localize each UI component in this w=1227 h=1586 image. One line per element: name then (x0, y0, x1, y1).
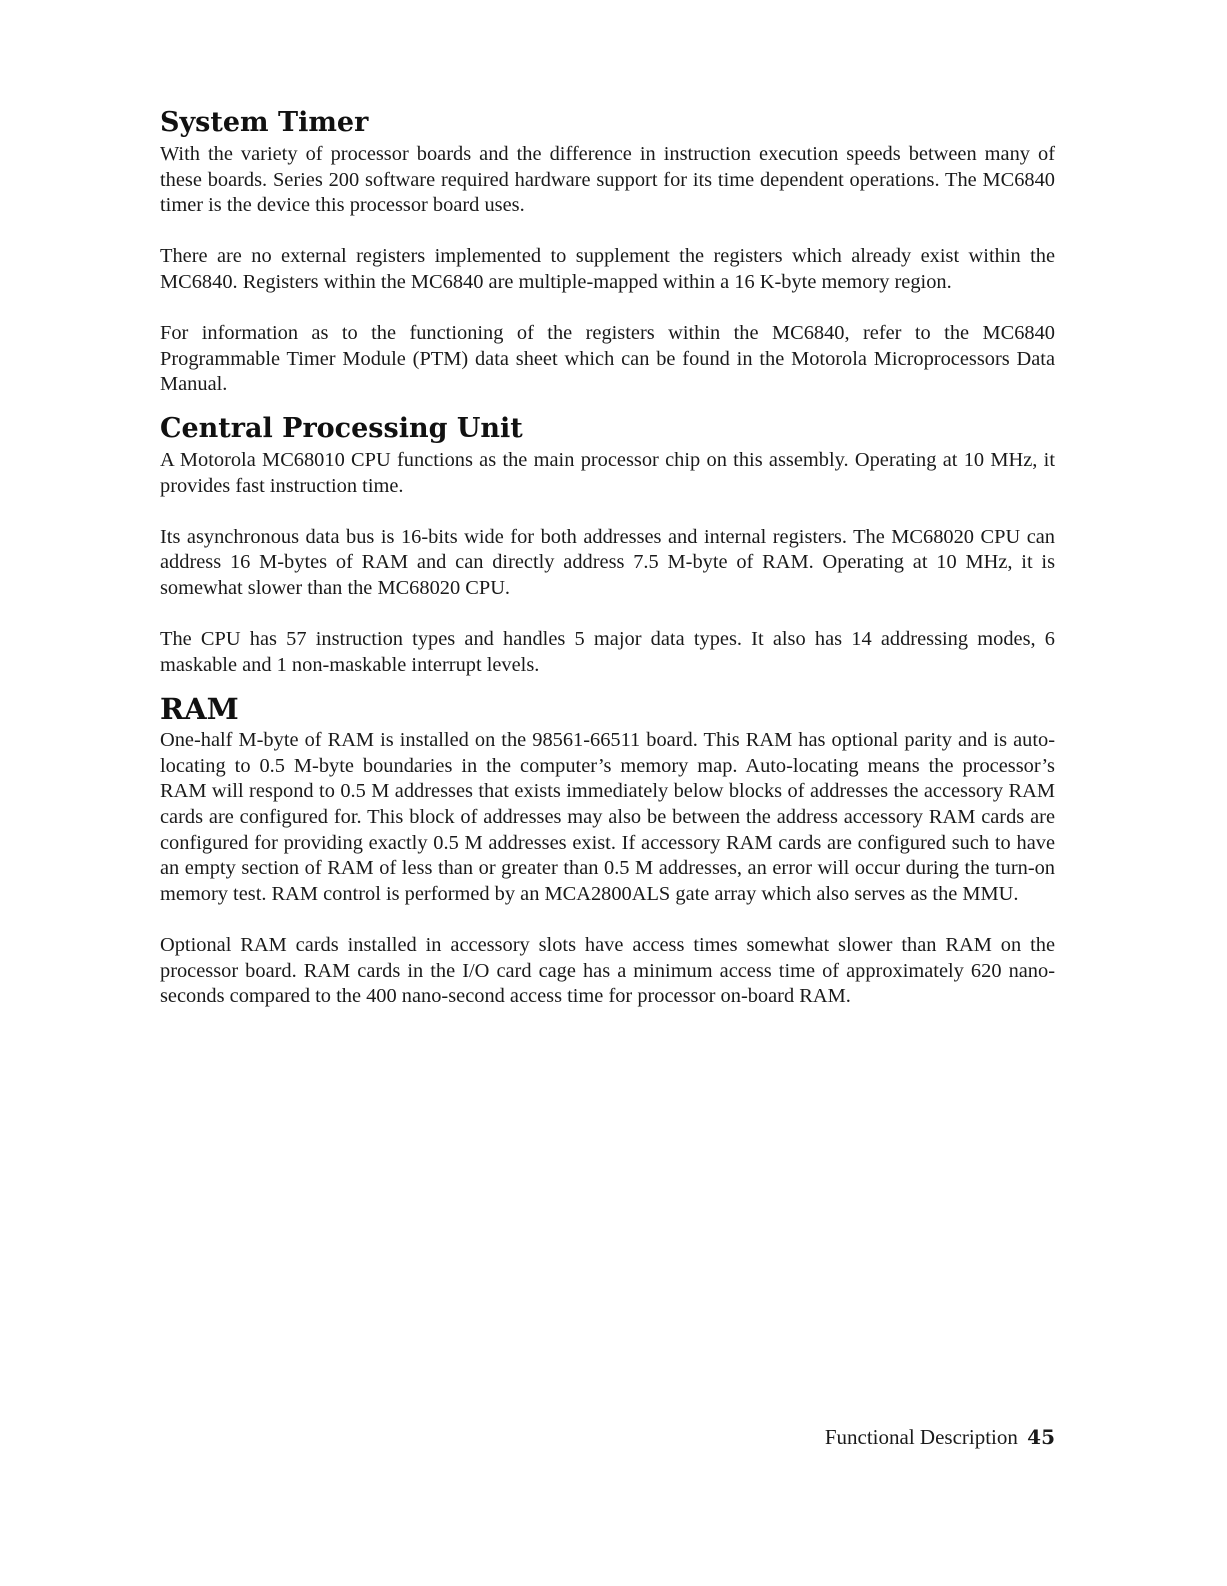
section-heading: RAM (160, 692, 239, 727)
page-number: 45 (1027, 1425, 1055, 1449)
document-page (160, 106, 1055, 1024)
paragraph: The CPU has 57 instruction types and handles 5 major data types. It also has 14 addressing modes, 6 maskable and 1 non-maskable interrupt levels. (160, 628, 1055, 676)
section-system-timer (160, 106, 1055, 398)
section-heading: Central Processing Unit (160, 412, 523, 444)
paragraph: One-half M-byte of RAM is installed on the 98561-66511 board. This RAM has optional parity and is auto-locating to 0.5 M-byte boundaries in the computer’s memory map. Auto-locating means the processor’s RAM will respond to 0.5 M addresses that exists immediately below blocks of addresses the accessory RAM cards are configured for. This block of addresses may also be between the address accessory RAM cards are configured for providing exactly 0.5 M addresses exist. If accessory RAM cards are configured such to have an empty section of RAM of less than or greater than 0.5 M addresses, an error will occur during the turn-on memory test. RAM control is performed by an MCA2800ALS gate array which also serves as the MMU. (160, 729, 1055, 905)
paragraph: A Motorola MC68010 CPU functions as the main processor chip on this assembly. Operating at 10 MHz, it provides fast instruction time. (160, 448, 1055, 497)
section-heading: System Timer (160, 107, 369, 138)
paragraph: With the variety of processor boards and the difference in instruction execution speeds between many of these boards. Series 200 software required hardware support for its time dependent operations. The MC6840 timer is the device this processor board uses. (160, 143, 1055, 217)
footer-title: Functional Description (824, 1425, 1018, 1449)
section-central-processing-unit (160, 412, 1055, 678)
paragraph: Its asynchronous data bus is 16-bits wide for both addresses and internal registers. The MC68020 CPU can address 16 M-bytes of RAM and can directly address 7.5 M-byte of RAM. Operating at 10 MHz, it is somewhat slower than the MC68020 CPU. (160, 525, 1055, 599)
page-footer (825, 1424, 1055, 1450)
section-ram (160, 692, 1055, 1010)
paragraph: For information as to the functioning of the registers within the MC6840, refer to the MC6840 Programmable Timer Module (PTM) data sheet which can be found in the Motorola Microprocessors Data Manual. (160, 322, 1055, 396)
paragraph: There are no external registers implemented to supplement the registers which already exist within the MC6840. Registers within the MC6840 are multiple-mapped within a 16 K-byte memory region. (160, 245, 1055, 293)
paragraph: Optional RAM cards installed in accessory slots have access times somewhat slower than RAM on the processor board. RAM cards in the I/O card cage has a minimum access time of approximately 620 nano-seconds compared to the 400 nano-second access time for processor on-board RAM. (160, 934, 1055, 1008)
